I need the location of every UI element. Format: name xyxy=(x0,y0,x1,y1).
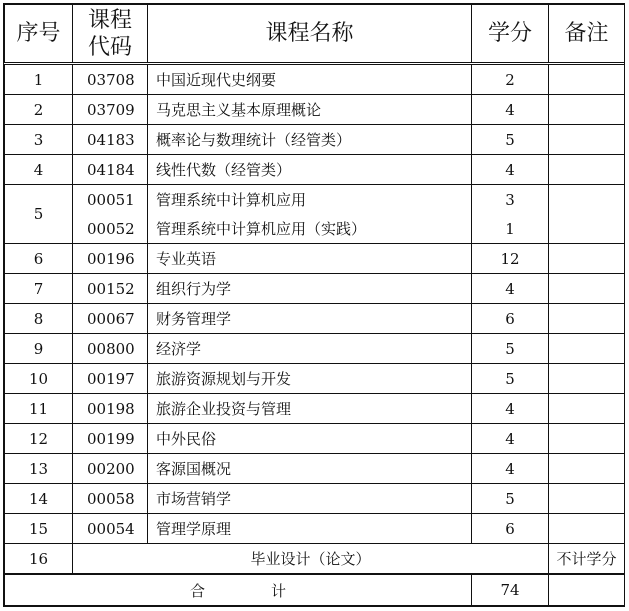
table-row xyxy=(5,424,625,454)
cell-credit: 3 xyxy=(472,185,549,215)
header-code-line1: 课程 xyxy=(87,7,132,33)
total-remark xyxy=(549,574,625,606)
cell-code: 00152 xyxy=(73,274,148,304)
table-row xyxy=(5,64,625,95)
cell-credit: 5 xyxy=(472,364,549,394)
total-row xyxy=(5,574,625,606)
table-row xyxy=(5,125,625,155)
cell-name: 中外民俗 xyxy=(148,424,472,454)
cell-seq: 6 xyxy=(5,244,73,274)
cell-remark xyxy=(549,274,625,304)
cell-remark xyxy=(549,214,625,244)
cell-remark xyxy=(549,125,625,155)
thesis-credit: 不计学分 xyxy=(549,544,625,575)
cell-remark xyxy=(549,95,625,125)
cell-code: 00199 xyxy=(73,424,148,454)
table-row xyxy=(5,514,625,544)
header-seq: 序号 xyxy=(5,5,73,64)
header-name: 课程名称 xyxy=(148,5,472,64)
thesis-name: 毕业设计（论文） xyxy=(73,544,549,575)
cell-credit: 4 xyxy=(472,424,549,454)
cell-remark xyxy=(549,185,625,215)
cell-code: 00052 xyxy=(73,214,148,244)
table-row xyxy=(5,214,625,244)
cell-seq: 8 xyxy=(5,304,73,334)
cell-remark xyxy=(549,514,625,544)
cell-seq: 7 xyxy=(5,274,73,304)
cell-name: 专业英语 xyxy=(148,244,472,274)
cell-credit: 5 xyxy=(472,484,549,514)
cell-credit: 4 xyxy=(472,95,549,125)
cell-code: 00058 xyxy=(73,484,148,514)
cell-name: 管理学原理 xyxy=(148,514,472,544)
cell-credit: 5 xyxy=(472,125,549,155)
total-credit: 74 xyxy=(472,574,549,606)
cell-credit: 1 xyxy=(472,214,549,244)
total-label-left: 合 xyxy=(189,581,205,600)
cell-name: 概率论与数理统计（经管类） xyxy=(148,125,472,155)
cell-code: 04183 xyxy=(73,125,148,155)
cell-name: 管理系统中计算机应用（实践） xyxy=(148,214,472,244)
cell-code: 00800 xyxy=(73,334,148,364)
cell-credit: 5 xyxy=(472,334,549,364)
cell-remark xyxy=(549,424,625,454)
table-row xyxy=(5,454,625,484)
table-row xyxy=(5,244,625,274)
cell-seq: 1 xyxy=(5,64,73,95)
cell-name: 马克思主义基本原理概论 xyxy=(148,95,472,125)
cell-credit: 4 xyxy=(472,155,549,185)
total-label-right: 计 xyxy=(271,581,287,600)
table-row xyxy=(5,394,625,424)
cell-credit: 6 xyxy=(472,304,549,334)
cell-code: 00054 xyxy=(73,514,148,544)
cell-remark xyxy=(549,64,625,95)
cell-remark xyxy=(549,304,625,334)
header-code-line2: 代码 xyxy=(87,34,132,60)
cell-seq: 16 xyxy=(5,544,73,575)
table-row xyxy=(5,334,625,364)
cell-seq: 5 xyxy=(5,185,73,244)
cell-name: 客源国概况 xyxy=(148,454,472,484)
cell-name: 财务管理学 xyxy=(148,304,472,334)
cell-code: 00067 xyxy=(73,304,148,334)
table-row xyxy=(5,95,625,125)
cell-name: 线性代数（经管类） xyxy=(148,155,472,185)
header-code xyxy=(73,5,148,64)
cell-name: 旅游企业投资与管理 xyxy=(148,394,472,424)
cell-seq: 14 xyxy=(5,484,73,514)
cell-seq: 15 xyxy=(5,514,73,544)
cell-code: 00200 xyxy=(73,454,148,484)
cell-seq: 11 xyxy=(5,394,73,424)
cell-name: 市场营销学 xyxy=(148,484,472,514)
cell-seq: 13 xyxy=(5,454,73,484)
cell-remark xyxy=(549,394,625,424)
header-remark: 备注 xyxy=(549,5,625,64)
cell-code: 03709 xyxy=(73,95,148,125)
table-row xyxy=(5,155,625,185)
cell-seq: 2 xyxy=(5,95,73,125)
cell-seq: 12 xyxy=(5,424,73,454)
cell-seq: 10 xyxy=(5,364,73,394)
cell-remark xyxy=(549,155,625,185)
cell-name: 中国近现代史纲要 xyxy=(148,64,472,95)
thesis-row xyxy=(5,544,625,575)
cell-credit: 12 xyxy=(472,244,549,274)
table-row xyxy=(5,304,625,334)
header-row xyxy=(5,5,625,64)
cell-credit: 6 xyxy=(472,514,549,544)
header-credit: 学分 xyxy=(472,5,549,64)
cell-credit: 4 xyxy=(472,454,549,484)
cell-code: 00196 xyxy=(73,244,148,274)
cell-name: 旅游资源规划与开发 xyxy=(148,364,472,394)
cell-name: 组织行为学 xyxy=(148,274,472,304)
cell-seq: 3 xyxy=(5,125,73,155)
cell-code: 00051 xyxy=(73,185,148,215)
table-row xyxy=(5,274,625,304)
table-row xyxy=(5,185,625,215)
cell-credit: 2 xyxy=(472,64,549,95)
cell-remark xyxy=(549,364,625,394)
table-row xyxy=(5,484,625,514)
table-row xyxy=(5,364,625,394)
cell-code: 04184 xyxy=(73,155,148,185)
cell-code: 03708 xyxy=(73,64,148,95)
total-label xyxy=(5,574,472,606)
cell-seq: 9 xyxy=(5,334,73,364)
cell-remark xyxy=(549,334,625,364)
cell-name: 经济学 xyxy=(148,334,472,364)
cell-credit: 4 xyxy=(472,394,549,424)
cell-code: 00197 xyxy=(73,364,148,394)
cell-seq: 4 xyxy=(5,155,73,185)
cell-remark xyxy=(549,484,625,514)
cell-code: 00198 xyxy=(73,394,148,424)
course-table xyxy=(4,4,625,606)
cell-remark xyxy=(549,244,625,274)
cell-remark xyxy=(549,454,625,484)
cell-name: 管理系统中计算机应用 xyxy=(148,185,472,215)
cell-credit: 4 xyxy=(472,274,549,304)
